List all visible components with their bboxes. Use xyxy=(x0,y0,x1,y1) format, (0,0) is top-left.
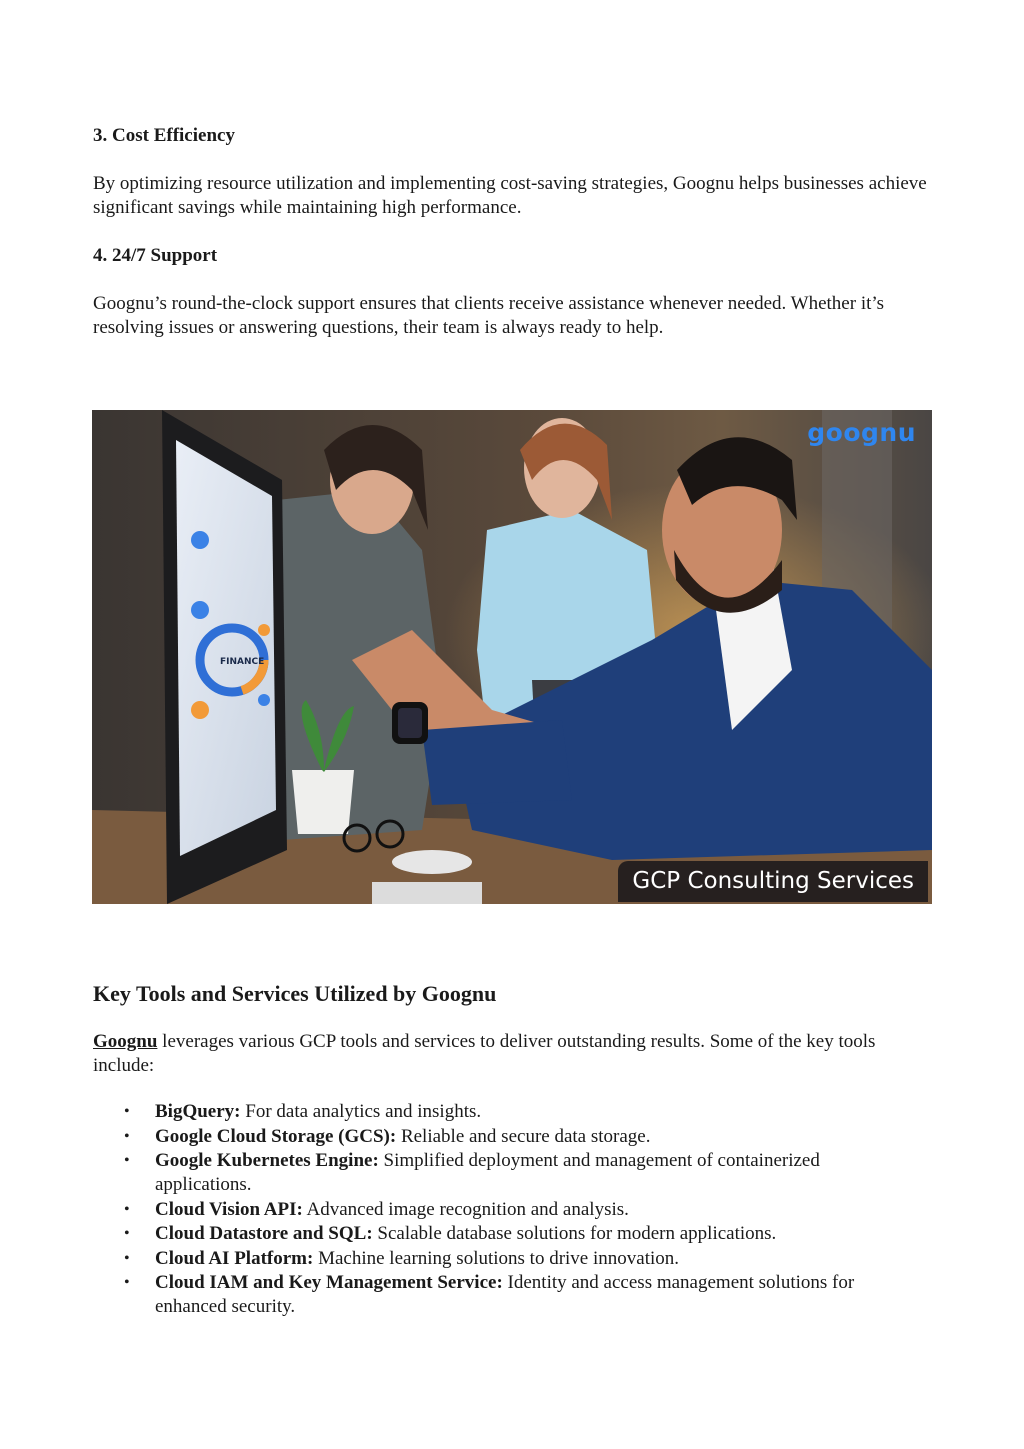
list-item-gcs xyxy=(0,1125,915,1149)
tool-description: For data analytics and insights. xyxy=(240,1101,482,1122)
cost-efficiency-paragraph: By optimizing resource utilization and implementing cost-saving strategies, Goognu helps businesses achieve significant savings while maintaining high performance. xyxy=(93,173,927,218)
bullet-icon: • xyxy=(124,1152,130,1169)
team-photo xyxy=(92,410,932,904)
cost-efficiency-heading: 3. Cost Efficiency xyxy=(93,125,235,146)
tool-description: Advanced image recognition and analysis. xyxy=(302,1198,629,1220)
tool-name: Cloud Vision API: xyxy=(155,1198,303,1220)
photo-illustration xyxy=(92,410,932,904)
goognu-logo: goognu xyxy=(807,418,916,447)
tool-description: Scalable database solutions for modern applications. xyxy=(372,1223,777,1244)
tool-name: Google Kubernetes Engine: xyxy=(155,1150,379,1171)
list-item-datastore-sql xyxy=(0,1222,915,1246)
list-item-vision-api xyxy=(0,1198,915,1222)
bullet-icon: • xyxy=(124,1127,130,1145)
list-item-gke xyxy=(0,1149,915,1197)
tools-list xyxy=(0,1100,1024,1320)
bullet-icon: • xyxy=(124,1103,130,1120)
image-caption: GCP Consulting Services xyxy=(618,861,928,902)
tool-name: Google Cloud Storage (GCS): xyxy=(155,1125,397,1147)
support-paragraph: Goognu’s round-the-clock support ensures that clients receive assistance whenever needed. Whether it’s resolving issues or answering questions, their team is always ready to help. xyxy=(93,293,885,338)
tools-heading: Key Tools and Services Utilized by Goognu xyxy=(93,981,497,1006)
bullet-icon: • xyxy=(124,1225,130,1242)
list-item-ai-platform xyxy=(0,1247,915,1271)
tool-description: Reliable and secure data storage. xyxy=(396,1125,651,1147)
support-heading: 4. 24/7 Support xyxy=(93,245,218,266)
tools-intro-text: leverages various GCP tools and services to deliver outstanding results. Some of the key tools include: xyxy=(93,1031,876,1076)
list-item-bigquery xyxy=(0,1100,915,1124)
bullet-icon: • xyxy=(124,1274,130,1291)
tool-name: Cloud Datastore and SQL: xyxy=(155,1223,373,1244)
tool-name: BigQuery: xyxy=(155,1101,241,1122)
bullet-icon: • xyxy=(124,1200,130,1218)
tool-description: Identity and access management solutions for enhanced security. xyxy=(155,1272,855,1317)
tool-description: Simplified deployment and management of containerized applications. xyxy=(155,1150,820,1195)
list-item-iam-kms xyxy=(0,1271,915,1319)
tool-name: Cloud AI Platform: xyxy=(155,1247,314,1269)
tools-intro-paragraph xyxy=(93,1030,933,1078)
tool-name: Cloud IAM and Key Management Service: xyxy=(155,1272,503,1293)
tool-description: Machine learning solutions to drive innovation. xyxy=(313,1247,680,1269)
monitor-screen-label: FINANCE xyxy=(220,657,265,667)
goognu-link[interactable]: Goognu xyxy=(93,1031,158,1052)
bullet-icon: • xyxy=(124,1249,130,1267)
